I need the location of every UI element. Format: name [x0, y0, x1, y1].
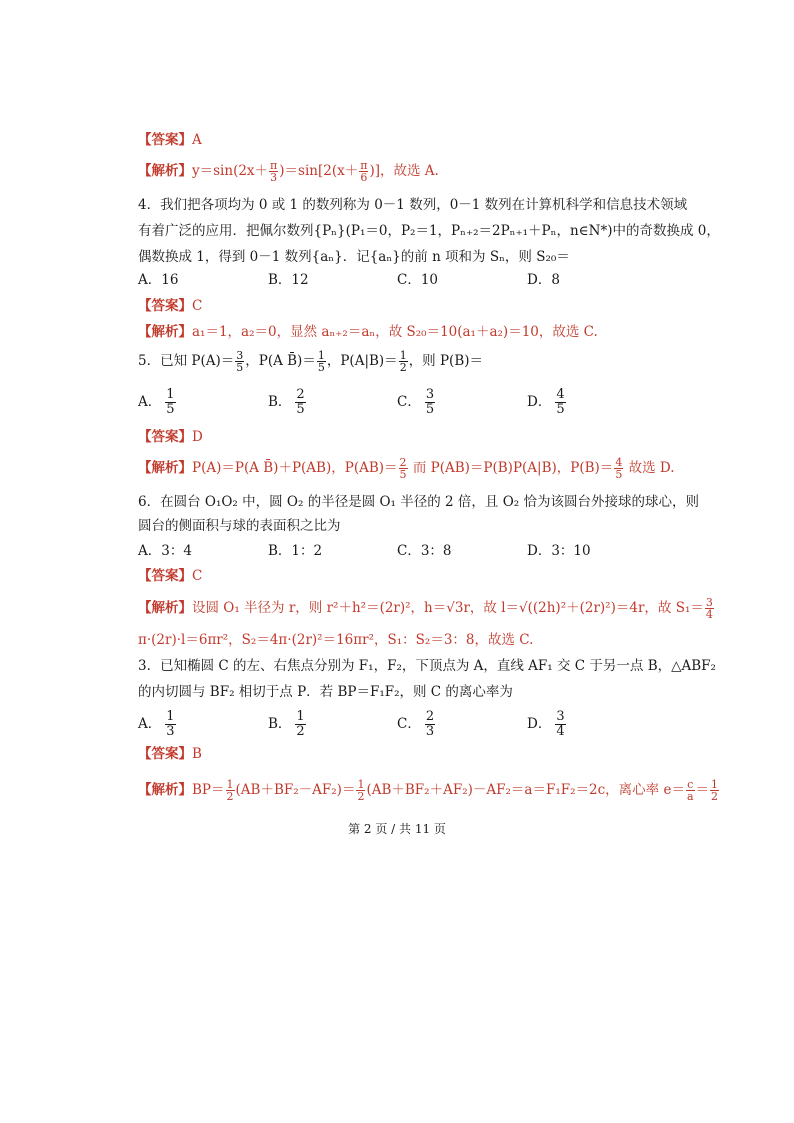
fraction-den: 2 [296, 724, 305, 739]
option-label: D． [527, 716, 552, 732]
fraction [295, 388, 305, 417]
q7-option-b [268, 710, 306, 739]
fraction-den: 5 [317, 361, 325, 374]
fraction-num: 2 [296, 387, 305, 402]
fraction-num: 1 [296, 709, 305, 724]
fraction [269, 160, 278, 183]
fraction-den: 5 [556, 402, 565, 417]
q7-option-c [397, 710, 435, 739]
analysis-text: y＝sin(2x＋ [192, 163, 269, 179]
analysis-text: (AB＋BF₂＋AF₂)－AF₂＝a＝F₁F₂＝2c，离心率 e＝ [366, 782, 685, 798]
option-label: B． [268, 716, 292, 732]
fraction [399, 350, 408, 373]
fraction-den: 2 [711, 790, 719, 803]
question-7-line2: 的内切圆与 BF₂ 相切于点 P．若 BP＝F₁F₂，则 C 的离心率为 [138, 684, 513, 700]
q7-option-a [138, 710, 176, 739]
fraction-den: a [686, 790, 694, 803]
fraction-den: 3 [166, 724, 175, 739]
fraction [555, 710, 565, 739]
answer-tag: 【答案】 [138, 132, 192, 148]
analysis-text: 设圆 O₁ 半径为 r，则 r²＋h²＝(2r)²，h＝√3r，故 l＝√((2h)²＋(2r)²)＝4r，故 S₁＝ [192, 600, 704, 616]
option-label: A． [138, 716, 162, 732]
fraction [295, 710, 305, 739]
stem-text: ，则 P(B)＝ [408, 353, 484, 369]
answer-value: A [192, 132, 202, 148]
fraction [710, 779, 719, 802]
analysis-text: )]，故选 A. [369, 163, 439, 179]
q6-option-a: A．3：4 [138, 543, 192, 559]
fraction-num: π [360, 159, 368, 172]
answer-tag: 【答案】 [138, 298, 192, 314]
question-4-line2: 有着广泛的应用．把佩尔数列{Pₙ}(P₁＝0，P₂＝1，Pₙ₊₂＝2Pₙ₊₁＋Pₙ，n∈N*)中的奇数换成 0， [138, 223, 720, 239]
fraction [425, 388, 435, 417]
page-footer: 第 2 页 / 共 11 页 [348, 822, 446, 836]
answer-value: B [192, 746, 202, 762]
fraction-num: 2 [425, 709, 435, 724]
q6-analysis-line1 [138, 597, 715, 620]
fraction [165, 388, 175, 417]
question-6-line2: 圆台的侧面积与球的表面积之比为 [138, 518, 341, 534]
analysis-tag: 【解析】 [138, 163, 192, 179]
fraction-num: 4 [556, 387, 565, 402]
fraction-den: 4 [705, 608, 713, 621]
q6-option-b: B．1：2 [268, 543, 323, 559]
fraction [226, 779, 235, 802]
analysis-text: BP＝ [192, 782, 225, 798]
q5-analysis-line [138, 457, 675, 480]
answer-tag: 【答案】 [138, 568, 192, 584]
q4-option-a: A．16 [138, 272, 179, 288]
fraction-num: 3 [705, 596, 713, 609]
fraction-num: 1 [166, 709, 175, 724]
fraction-num: 1 [166, 387, 175, 402]
q4-answer-line [138, 296, 202, 316]
stem-text: ，P(A B̄)＝ [245, 353, 316, 369]
question-5-stem [138, 350, 483, 373]
fraction-den: 5 [399, 468, 407, 481]
fraction-den: 2 [357, 790, 365, 803]
analysis-text: a₁＝1，a₂＝0，显然 aₙ₊₂＝aₙ，故 S₂₀＝10(a₁＋a₂)＝10，故选 C. [192, 324, 598, 340]
option-label: D． [527, 394, 552, 410]
analysis-text: ＝ [695, 782, 710, 798]
fraction-den: 6 [360, 171, 368, 184]
stem-text: 5．已知 P(A)＝ [138, 353, 235, 369]
q6-option-c: C．3：8 [397, 543, 452, 559]
fraction [356, 779, 365, 802]
fraction [555, 388, 565, 417]
fraction [686, 779, 695, 802]
answer-tag: 【答案】 [138, 746, 192, 762]
fraction [359, 160, 368, 183]
analysis-text: )＝sin[2(x＋ [279, 163, 359, 179]
fraction [235, 350, 244, 373]
q4-option-c: C．10 [397, 272, 439, 288]
fraction [165, 710, 175, 739]
fraction-num: 1 [357, 778, 365, 791]
analysis-tag: 【解析】 [138, 324, 192, 340]
fraction-num: 3 [236, 349, 244, 362]
fraction [399, 457, 408, 480]
fraction [614, 457, 623, 480]
analysis-text: 而 P(AB)＝P(B)P(A|B)，P(B)＝ [408, 460, 614, 476]
q7-option-d [527, 710, 566, 739]
q4-option-d: D．8 [527, 272, 560, 288]
q4-option-b: B．12 [268, 272, 309, 288]
fraction-num: 3 [425, 387, 435, 402]
question-7-line1: 3．已知椭圆 C 的左、右焦点分别为 F₁，F₂，下顶点为 A，直线 AF₁ 交 C 于另一点 B，△ABF₂ [138, 658, 716, 674]
analysis-tag: 【解析】 [138, 782, 192, 798]
fraction-num: 2 [399, 456, 407, 469]
analysis-line-prev [138, 160, 439, 183]
answer-tag: 【答案】 [138, 429, 192, 445]
analysis-tag: 【解析】 [138, 600, 192, 616]
q7-answer-line [138, 744, 202, 764]
answer-value: C [192, 568, 203, 584]
answer-value: C [192, 298, 203, 314]
q6-analysis-line2: π·(2r)·l＝6πr²，S₂＝4π·(2r)²＝16πr²，S₁：S₂＝3：8，故选 C. [138, 632, 534, 648]
fraction-den: 5 [296, 402, 305, 417]
fraction-den: 2 [226, 790, 234, 803]
fraction-num: 3 [556, 709, 565, 724]
q7-analysis-line [138, 779, 720, 802]
analysis-text: (AB＋BF₂－AF₂)＝ [235, 782, 356, 798]
fraction-den: 2 [399, 361, 407, 374]
fraction [425, 710, 435, 739]
fraction-num: c [687, 778, 694, 791]
fraction-num: π [270, 159, 278, 172]
fraction-den: 4 [556, 724, 565, 739]
analysis-text: 故选 D. [624, 460, 675, 476]
fraction-num: 1 [226, 778, 234, 791]
q5-option-a [138, 388, 176, 417]
q6-option-d: D．3：10 [527, 543, 591, 559]
q5-option-b [268, 388, 306, 417]
fraction-den: 5 [615, 468, 623, 481]
answer-value: D [192, 429, 203, 445]
fraction-den: 3 [425, 724, 435, 739]
q5-option-c [397, 388, 435, 417]
option-label: A． [138, 394, 162, 410]
stem-text: ，P(A|B)＝ [326, 353, 398, 369]
question-4-line1: 4．我们把各项均为 0 或 1 的数列称为 0－1 数列，0－1 数列在计算机科学和信息技术领域 [138, 197, 688, 213]
fraction-den: 5 [166, 402, 175, 417]
fraction [317, 350, 326, 373]
fraction-num: 4 [615, 456, 623, 469]
answer-line-prev [138, 130, 202, 150]
fraction-den: 3 [270, 171, 278, 184]
question-6-line1: 6．在圆台 O₁O₂ 中，圆 O₂ 的半径是圆 O₁ 半径的 2 倍，且 O₂ 恰为该圆台外接球的球心，则 [138, 494, 699, 510]
fraction-num: 1 [399, 349, 407, 362]
fraction-num: 1 [317, 349, 325, 362]
analysis-text: P(A)＝P(A B̄)＋P(AB)，P(AB)＝ [192, 460, 398, 476]
option-label: C． [397, 394, 421, 410]
question-4-line3: 偶数换成 1，得到 0－1 数列{aₙ}．记{aₙ}的前 n 项和为 Sₙ，则 S₂₀＝ [138, 249, 570, 265]
q4-analysis-line [138, 322, 598, 342]
q6-answer-line [138, 566, 202, 586]
option-label: C． [397, 716, 421, 732]
analysis-tag: 【解析】 [138, 460, 192, 476]
fraction [705, 597, 714, 620]
fraction-num: 1 [711, 778, 719, 791]
fraction-den: 5 [236, 361, 244, 374]
option-label: B． [268, 394, 292, 410]
q5-option-d [527, 388, 566, 417]
fraction-den: 5 [425, 402, 435, 417]
q5-answer-line [138, 427, 203, 447]
